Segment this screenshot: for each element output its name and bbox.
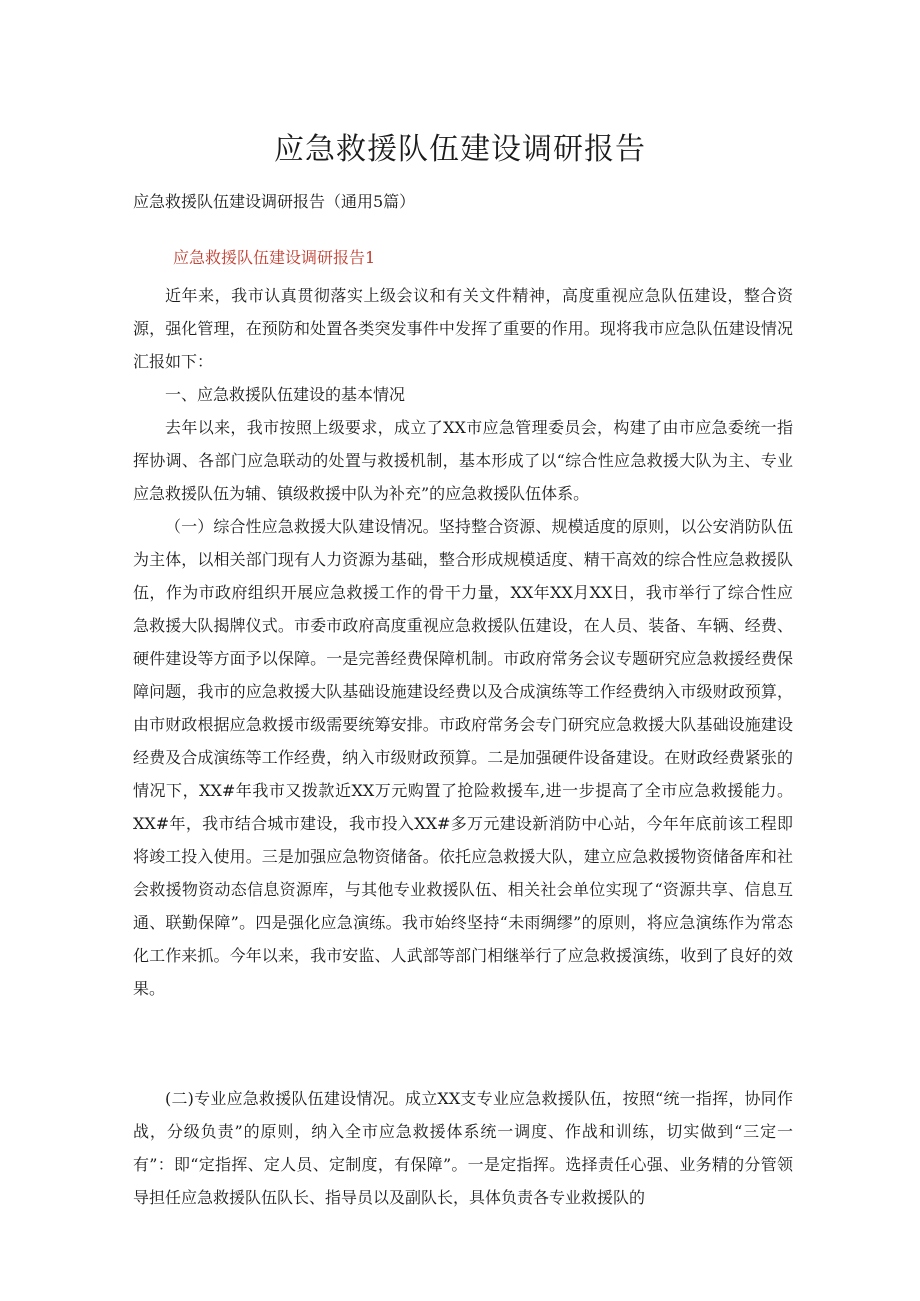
paragraph-intro: 近年来，我市认真贯彻落实上级会议和有关文件精神，高度重视应急队伍建设，整合资源，强化管理，在预防和处置各类突发事件中发挥了重要的作用。现将我市应急队伍建设情况汇报如下： <box>133 286 793 371</box>
paragraph-heading-basic-situation: 一、应急救援队伍建设的基本情况 <box>165 385 406 404</box>
paragraph-comprehensive-team: （一）综合性应急救援大队建设情况。坚持整合资源、规模适度的原则，以公安消防队伍为主体，以相关部门现有人力资源为基础，整合形成规模适度、精干高效的综合性应急救援队伍，作为市政府组织开展应急救援工作的骨干力量，XX年XX月XX日，我市举行了综合性应急救援大队揭牌仪式。市委市政府高度重视应急救援队伍建设，在人员、装备、车辆、经费、硬件建设等方面予以保障。一是完善经费保障机制。市政府常务会议专题研究应急救援经费保障问题，我市的应急救援大队基础设施建设经费以及合成演练等工作经费纳入市级财政预算，由市财政根据应急救援市级需要统筹安排。市政府常务会专门研究应急救援大队基础设施建设经费及合成演练等工作经费，纳入市级财政预算。二是加强硬件设备建设。在财政经费紧张的情况下，XX#年我市又拨款近XX万元购置了抢险救援车,进一步提高了全市应急救援能力。XX#年，我市结合城市建设，我市投入XX#多万元建设新消防中心站，今年年底前该工程即将竣工投入使用。三是加强应急物资储备。依托应急救援大队，建立应急救援物资储备库和社会救援物资动态信息资源库，与其他专业救援队伍、相关社会单位实现了“资源共享、信息互通、联勤保障”。四是强化应急演练。我市始终坚持“未雨绸缪”的原则，将应急演练作为常态化工作来抓。今年以来，我市安监、人武部等部门相继举行了应急救援演练，收到了良好的效果。 <box>133 517 793 998</box>
document-subtitle: 应急救援队伍建设调研报告（通用5篇） <box>133 192 416 211</box>
paragraph-overview: 去年以来，我市按照上级要求，成立了XX市应急管理委员会，构建了由市应急委统一指挥协调、各部门应急联动的处置与救援机制，基本形成了以“综合性应急救援大队为主、专业应急救援队伍为辅、镇级救援中队为补充”的应急救援队伍体系。 <box>133 418 793 503</box>
paragraph-professional-team: (二)专业应急救援队伍建设情况。成立XX支专业应急救援队伍，按照“统一指挥，协同作战，分级负责”的原则，纳入全市应急救援体系统一调度、作战和训练，切实做到“三定一有”：即“定指挥、定人员、定制度，有保障”。一是定指挥。选择责任心强、业务精的分管领导担任应急救援队伍队长、指导员以及副队长，具体负责各专业救援队的 <box>133 1089 793 1207</box>
document-title: 应急救援队伍建设调研报告 <box>274 132 646 167</box>
section-heading: 应急救援队伍建设调研报告1 <box>173 248 376 267</box>
